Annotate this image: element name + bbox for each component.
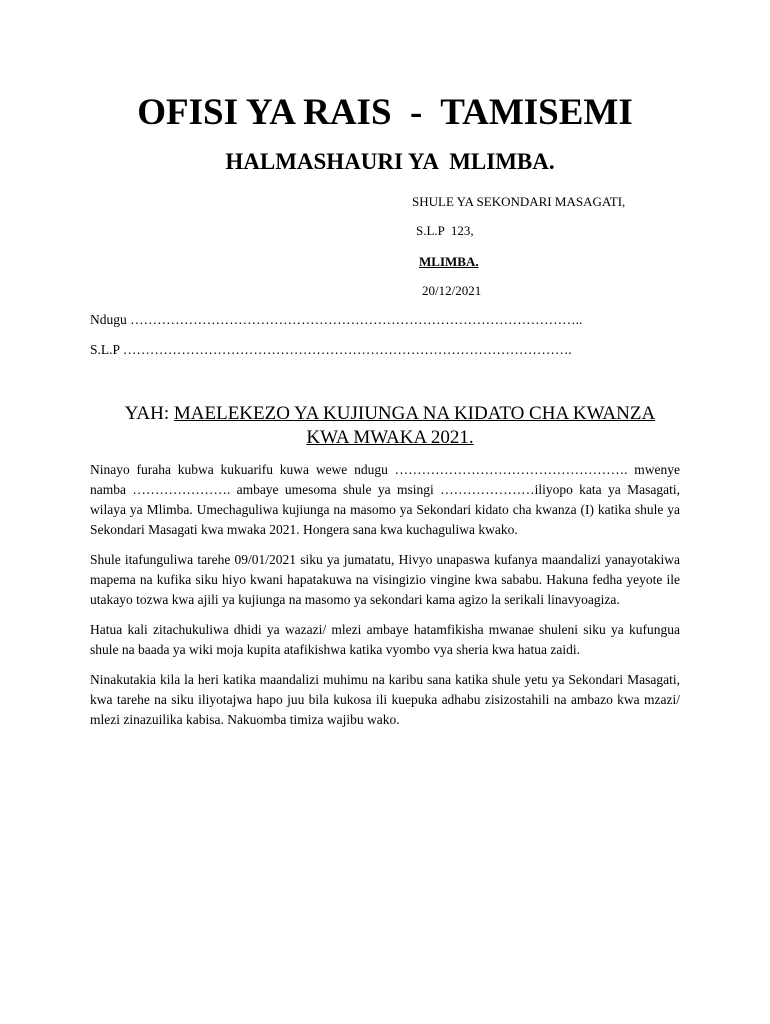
letter-title: OFISI YA RAIS - TAMISEMI xyxy=(137,92,633,133)
po-box: S.L.P 123, xyxy=(416,223,474,238)
subject-prefix: YAH: xyxy=(124,403,174,424)
body-paragraph: Ninayo furaha kubwa kukuarifu kuwa wewe ndugu ……………………………………………. mwenye namba …………………. ambaye umesoma shule ya msingi …………………iliyopo kata ya Masagati, wilaya ya Mlimba. Umechaguliwa kujiunga na masomo ya Sekondari kidato cha kwanza (I) katika shule ya Sekondari Masagati kwa mwaka 2021. Hongera sana kwa kuchaguliwa kwako. xyxy=(90,462,680,537)
recipient-name-line: Ndugu ……………………………………………………………………………………….. xyxy=(90,312,583,327)
school-name: SHULE YA SEKONDARI MASAGATI, xyxy=(412,194,626,209)
letter-date: 20/12/2021 xyxy=(422,283,482,298)
body-paragraph: Ninakutakia kila la heri katika maandalizi muhimu na karibu sana katika shule yetu ya Sekondari Masagati, kwa tarehe na siku iliyotajwa hapo juu bila kukosa ili kuepuka adhabu zisizostahili na ambazo kwa mzazi/ mlezi zinazuilika kabisa. Nakuomba timiza wajibu wako. xyxy=(90,672,680,727)
letter-subject xyxy=(90,402,690,450)
subject-line-1: MAELEKEZO YA KUJIUNGA NA KIDATO CHA KWANZA xyxy=(173,403,656,424)
town-name: MLIMBA. xyxy=(419,254,479,269)
letter-body xyxy=(90,460,680,740)
body-paragraph: Hatua kali zitachukuliwa dhidi ya wazazi/ mlezi ambaye hatamfikisha mwanae shuleni siku ya kufungua shule na baada ya wiki moja kupita atafikishwa katika vyombo vya sheria kwa hatua zaidi. xyxy=(90,622,680,657)
letter-subtitle: HALMASHAURI YA MLIMBA. xyxy=(225,149,555,174)
subject-line-2: KWA MWAKA 2021. xyxy=(306,427,474,448)
recipient-address-line: S.L.P ………………………………………………………………………………………. xyxy=(90,342,572,357)
body-paragraph: Shule itafunguliwa tarehe 09/01/2021 siku ya jumatatu, Hivyo unapaswa kufanya maandalizi yanayotakiwa mapema na kufika siku hiyo kwani hapatakuwa na visingizio vingine kwa sababu. Hakuna fedha yeyote ile utakayo tozwa kwa ajili ya kujiunga na masomo ya sekondari kama agizo la serikali linavyoagiza. xyxy=(90,552,680,607)
